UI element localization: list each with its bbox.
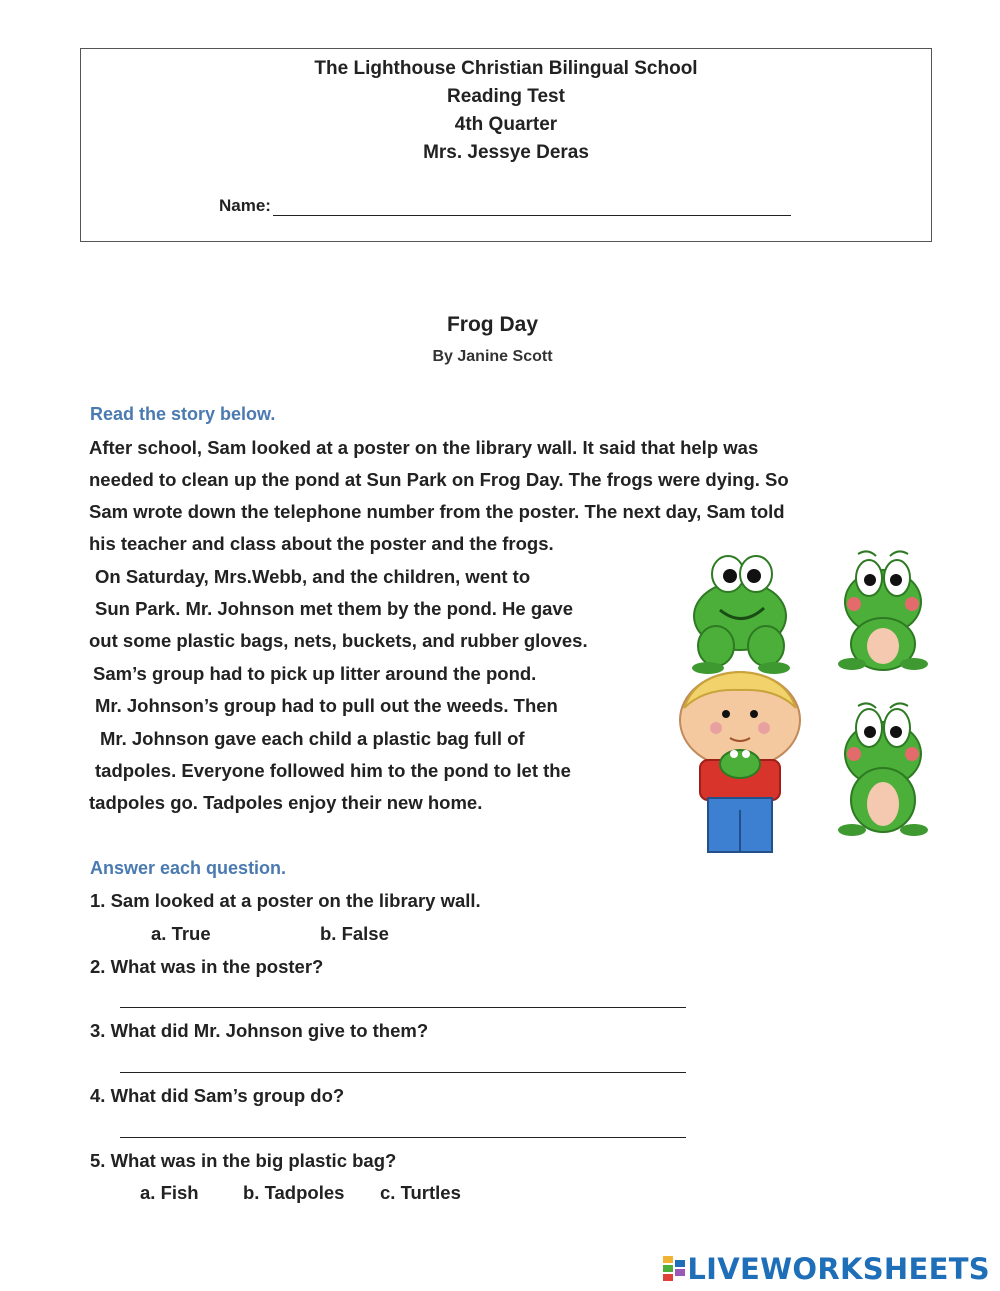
q1-option-a[interactable]: a. True: [151, 923, 211, 944]
question-4: 4. What did Sam’s group do?: [90, 1085, 345, 1106]
story-line: Mr. Johnson’s group had to pull out the weeds. Then: [95, 695, 558, 716]
story-line: Mr. Johnson gave each child a plastic bag full of: [100, 728, 525, 749]
question-1: 1. Sam looked at a poster on the library wall.: [90, 890, 481, 911]
question-5: 5. What was in the big plastic bag?: [90, 1150, 397, 1171]
quarter: 4th Quarter: [454, 114, 558, 135]
story-line: Sam wrote down the telephone number from the poster. The next day, Sam told: [89, 501, 785, 522]
question-3: 3. What did Mr. Johnson give to them?: [90, 1020, 429, 1041]
brand-text: LIVEWORKSHEETS: [687, 1252, 990, 1286]
answer-line-2[interactable]: [120, 1007, 686, 1008]
liveworksheets-logo: [663, 1252, 990, 1286]
q1-option-b[interactable]: b. False: [320, 923, 389, 944]
story-line: After school, Sam looked at a poster on the library wall. It said that help was: [89, 437, 759, 458]
story-line: Sam’s group had to pick up litter around the pond.: [93, 663, 537, 684]
logo-blocks-icon: [663, 1256, 687, 1282]
name-row: [219, 196, 791, 216]
story-line: his teacher and class about the poster and the frogs.: [89, 533, 554, 554]
teacher-name: Mrs. Jessye Deras: [423, 142, 589, 163]
header-box: [80, 48, 932, 242]
story-line: tadpoles. Everyone followed him to the pond to let the: [95, 760, 571, 781]
story-line: Sun Park. Mr. Johnson met them by the pond. He gave: [95, 598, 574, 619]
answer-line-3[interactable]: [120, 1072, 686, 1073]
story-line: out some plastic bags, nets, buckets, and rubber gloves.: [89, 630, 588, 651]
frogs-and-boy-illustration: [676, 548, 966, 858]
test-name: Reading Test: [447, 86, 565, 107]
boy-icon: [680, 672, 800, 852]
story-line: On Saturday, Mrs.Webb, and the children, went to: [95, 566, 531, 587]
name-label: Name:: [219, 196, 271, 215]
q5-option-a[interactable]: a. Fish: [140, 1182, 199, 1203]
story-title: Frog Day: [446, 313, 538, 336]
answer-instruction: Answer each question.: [90, 858, 287, 878]
name-field[interactable]: [273, 199, 791, 216]
school-name: The Lighthouse Christian Bilingual School: [314, 58, 698, 79]
q5-option-b[interactable]: b. Tadpoles: [243, 1182, 345, 1203]
answer-line-4[interactable]: [120, 1137, 686, 1138]
story-line: needed to clean up the pond at Sun Park on Frog Day. The frogs were dying. So: [89, 469, 789, 490]
frog-icon: [692, 556, 790, 674]
frog-icon: [838, 551, 928, 670]
question-2: 2. What was in the poster?: [90, 956, 324, 977]
read-instruction: Read the story below.: [90, 404, 276, 424]
story-line: tadpoles go. Tadpoles enjoy their new home.: [89, 792, 483, 813]
story-author: By Janine Scott: [432, 348, 553, 365]
frog-icon: [838, 703, 928, 836]
q5-option-c[interactable]: c. Turtles: [380, 1182, 461, 1203]
